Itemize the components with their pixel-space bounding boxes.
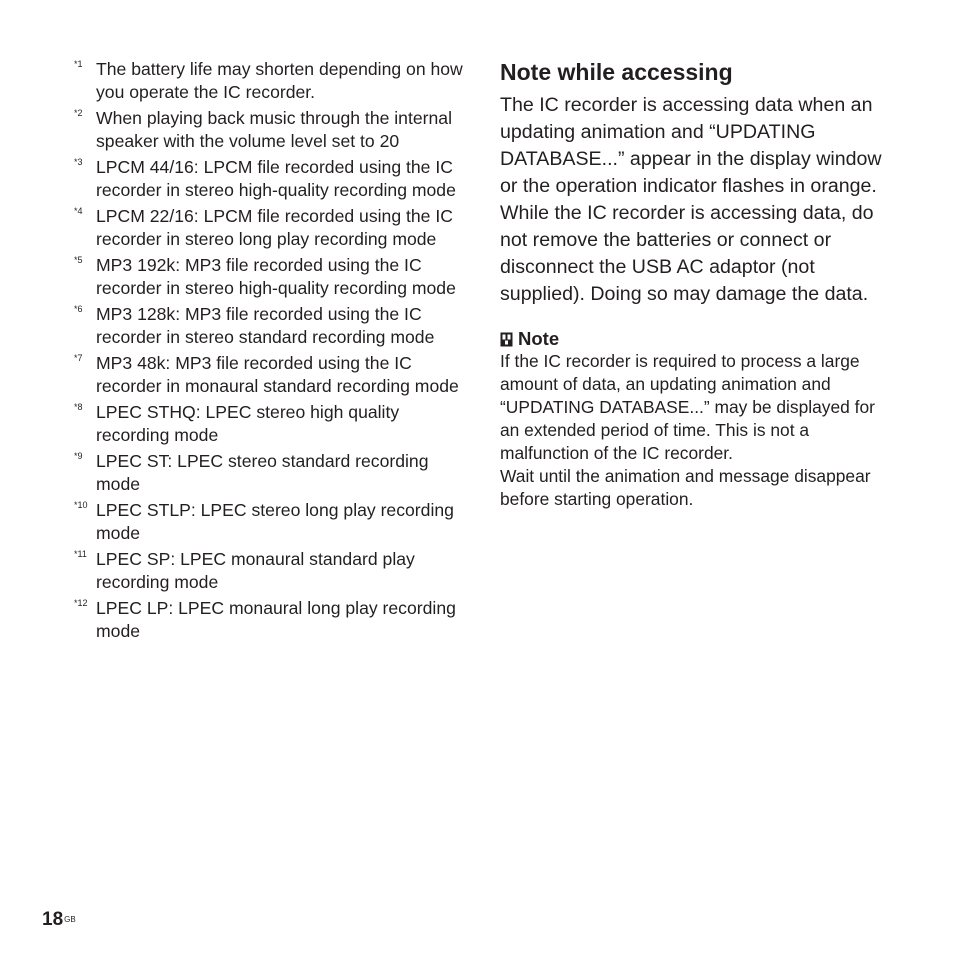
page-number-suffix: GB [64,915,76,924]
main-section [500,58,890,511]
footnote-mark: *12 [74,598,88,608]
footnote-mark: *6 [74,304,83,314]
footnote-text: LPEC ST: LPEC stereo standard recording mode [96,451,429,494]
footnote-text: LPEC LP: LPEC monaural long play recording mode [96,598,456,641]
footnote-item [74,499,464,545]
footnote-mark: *10 [74,500,88,510]
footnote-item [74,352,464,398]
footnote-mark: *8 [74,402,83,412]
footnote-mark: *2 [74,108,83,118]
footnote-text: LPCM 44/16: LPCM file recorded using the IC recorder in stereo high-quality recording mode [96,157,456,200]
footnote-mark: *11 [74,549,87,559]
footnote-mark: *4 [74,206,83,216]
footnote-item [74,156,464,202]
note-paragraph: Wait until the animation and message disappear before starting operation. [500,466,871,509]
footnote-item [74,548,464,594]
footnote-text: MP3 48k: MP3 file recorded using the IC recorder in monaural standard recording mode [96,353,459,396]
footnote-item [74,205,464,251]
footnote-text: MP3 192k: MP3 file recorded using the IC recorder in stereo high-quality recording mode [96,255,456,298]
footnote-item [74,303,464,349]
footnote-item [74,254,464,300]
section-heading: Note while accessing [500,59,733,85]
footnotes-list [74,58,464,646]
footnote-mark: *9 [74,451,83,461]
footnote-text: LPCM 22/16: LPCM file recorded using the IC recorder in stereo long play recording mode [96,206,453,249]
page-number-value: 18 [42,909,64,930]
note-icon [500,332,513,347]
footnote-mark: *5 [74,255,83,265]
footnote-item [74,450,464,496]
footnote-text: MP3 128k: MP3 file recorded using the IC recorder in stereo standard recording mode [96,304,435,347]
footnote-text: The battery life may shorten depending on how you operate the IC recorder. [96,59,463,102]
footnote-text: LPEC STLP: LPEC stereo long play recording mode [96,500,454,543]
page-number [42,909,76,931]
section-body: The IC recorder is accessing data when an updating animation and “UPDATING DATABASE...” appear in the display window or the operation indicator flashes in orange. While the IC recorder is accessing data, do not remove the batteries or connect or disconnect the USB AC adaptor (not supplied). Doing so may damage the data. [500,94,882,305]
footnote-item [74,58,464,104]
footnote-mark: *7 [74,353,83,363]
footnote-text: LPEC STHQ: LPEC stereo high quality recording mode [96,402,400,445]
note-heading [500,328,890,350]
note-paragraph: If the IC recorder is required to process a large amount of data, an updating animation and “UPDATING DATABASE...” may be displayed for an extended period of time. This is not a malfunction of the IC recorder. [500,351,875,463]
note-heading-label: Note [518,328,560,349]
footnote-mark: *1 [74,59,83,69]
footnote-mark: *3 [74,157,83,167]
footnote-text: LPEC SP: LPEC monaural standard play recording mode [96,549,415,592]
footnote-item [74,401,464,447]
footnote-item [74,597,464,643]
footnote-item [74,107,464,153]
footnote-text: When playing back music through the internal speaker with the volume level set to 20 [96,108,452,151]
